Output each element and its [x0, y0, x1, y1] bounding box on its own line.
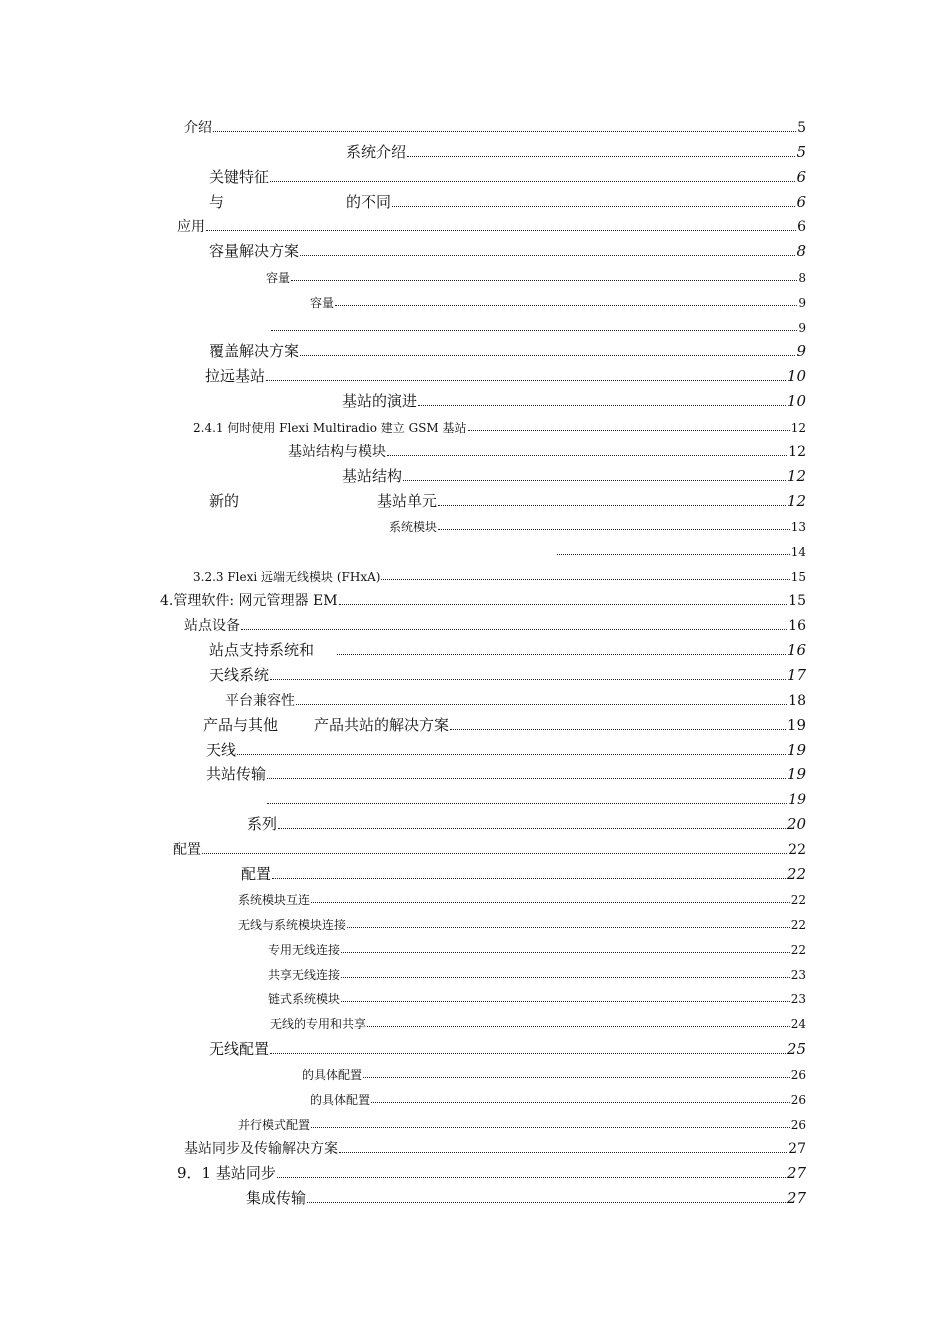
- toc-entry-page: 13: [790, 520, 806, 534]
- toc-entry[interactable]: [184, 1142, 806, 1156]
- toc-entry-title: 基站的演进: [342, 392, 418, 410]
- toc-entry-title: 3.2.3 Flexi 远端无线模块 (FHxA): [193, 570, 381, 584]
- toc-entry[interactable]: [209, 195, 806, 210]
- toc-entry-page: 8: [798, 271, 806, 285]
- toc-entry[interactable]: [193, 422, 806, 434]
- toc-entry[interactable]: [209, 344, 806, 359]
- dot-leader: [438, 528, 790, 530]
- toc-entry-page: 24: [790, 1017, 806, 1031]
- toc-entry-title-part: 新的: [209, 492, 240, 510]
- toc-entry-title: 无线与系统模块连接: [238, 918, 347, 932]
- toc-entry-title: 基站结构与模块: [288, 444, 386, 460]
- toc-entry-page: 19: [786, 741, 806, 759]
- toc-entry-title: 链式系统模块: [268, 992, 341, 1006]
- toc-entry[interactable]: [209, 244, 806, 259]
- toc-entry[interactable]: [268, 993, 806, 1005]
- toc-entry[interactable]: [302, 1069, 806, 1081]
- toc-entry-title: 的具体配置: [302, 1068, 363, 1082]
- toc-entry[interactable]: [193, 571, 806, 583]
- toc-entry[interactable]: [184, 619, 806, 633]
- toc-entry-page: 9: [796, 342, 806, 360]
- toc-entry-title: 4.管理软件: 网元管理器 EM: [160, 593, 338, 609]
- toc-entry-title: 9．1 基站同步: [177, 1164, 276, 1182]
- toc-entry[interactable]: [206, 743, 806, 758]
- dot-leader: [237, 753, 786, 755]
- toc-entry[interactable]: [205, 369, 806, 384]
- toc-entry-title: 2.4.1 何时使用 Flexi Multiradio 建立 GSM 基站: [193, 421, 467, 435]
- toc-entry-title: 容量解决方案: [209, 242, 300, 260]
- toc-entry-title-part: 基站单元: [377, 492, 438, 510]
- toc-entry-title: 站点支持系统和: [209, 641, 315, 659]
- toc-entry-page: 12: [786, 492, 806, 510]
- toc-entry-page: 20: [786, 815, 806, 833]
- dot-leader: [272, 877, 786, 879]
- toc-entry[interactable]: [209, 643, 806, 658]
- toc-entry-title: 天线: [206, 741, 237, 759]
- toc-entry-title: 基站同步及传输解决方案: [184, 1141, 338, 1157]
- toc-entry-title: 系统介绍: [346, 143, 407, 161]
- toc-entry-title: 配置: [173, 842, 201, 858]
- toc-entry-title: 系列: [247, 815, 278, 833]
- toc-entry-title: 应用: [177, 219, 205, 235]
- toc-entry-page: 16: [786, 641, 806, 659]
- toc-entry[interactable]: [270, 1018, 806, 1030]
- toc-entry-page: 10: [786, 367, 806, 385]
- toc-entry-page: 9: [798, 296, 806, 310]
- toc-entry[interactable]: [238, 919, 806, 931]
- dot-leader: [450, 728, 786, 730]
- dot-leader: [291, 279, 797, 281]
- toc-entry-page: 12: [790, 421, 806, 435]
- toc-entry[interactable]: [177, 1166, 806, 1181]
- dot-leader: [468, 429, 790, 431]
- toc-entry-title: 站点设备: [184, 618, 240, 634]
- dot-leader: [337, 653, 786, 655]
- toc-entry-page: 27: [788, 1141, 806, 1157]
- dot-leader: [307, 1201, 786, 1203]
- toc-entry-page: 12: [786, 467, 806, 485]
- toc-entry-page: 12: [788, 444, 806, 460]
- toc-entry[interactable]: [184, 121, 806, 135]
- toc-entry-page: 5: [797, 120, 806, 136]
- dot-leader: [241, 628, 787, 630]
- toc-entry[interactable]: [203, 718, 806, 733]
- toc-entry[interactable]: [310, 297, 806, 309]
- dot-leader: [267, 802, 787, 804]
- dot-leader: [335, 304, 797, 306]
- toc-entry-page: 8: [796, 242, 806, 260]
- toc-entry[interactable]: [238, 894, 806, 906]
- toc-entry[interactable]: [209, 494, 806, 509]
- toc-entry-page: 19: [786, 765, 806, 783]
- toc-entry[interactable]: [177, 220, 806, 234]
- toc-entry-title: 容量: [266, 271, 291, 285]
- toc-entry-title: 平台兼容性: [225, 693, 295, 709]
- toc-entry[interactable]: [241, 867, 806, 882]
- toc-entry-page: 6: [796, 168, 806, 186]
- dot-leader: [267, 777, 786, 779]
- toc-entry-title: 容量: [310, 296, 335, 310]
- toc-entry-page: 16: [788, 618, 806, 634]
- toc-entry-title: 的具体配置: [310, 1093, 371, 1107]
- toc-entry[interactable]: [342, 469, 806, 484]
- toc-entry[interactable]: [389, 521, 806, 533]
- toc-entry-title: 覆盖解决方案: [209, 342, 300, 360]
- toc-entry-title: 配置: [241, 865, 272, 883]
- toc-entry[interactable]: [266, 793, 806, 807]
- toc-entry-page: 26: [790, 1093, 806, 1107]
- toc-entry-page: 26: [790, 1118, 806, 1132]
- toc-entry-title: 共站传输: [206, 765, 267, 783]
- toc-entry-page: 10: [786, 392, 806, 410]
- toc-entry-page: 15: [788, 593, 806, 609]
- toc-entry-page: 26: [790, 1068, 806, 1082]
- toc-entry-page: 17: [786, 666, 806, 684]
- dot-leader: [296, 703, 787, 705]
- dot-leader: [418, 404, 786, 406]
- dot-leader: [270, 678, 786, 680]
- toc-entry-page: 23: [790, 992, 806, 1006]
- dot-leader: [202, 852, 787, 854]
- toc-entry-page: 22: [788, 842, 806, 858]
- toc-entry-page: 14: [790, 545, 806, 559]
- toc-entry-title: 介绍: [184, 120, 212, 136]
- dot-leader: [300, 254, 795, 256]
- dot-leader: [270, 180, 795, 182]
- toc-entry-title: [209, 494, 437, 509]
- toc-entry-title: 无线的专用和共享: [270, 1017, 367, 1031]
- toc-entry[interactable]: [246, 1191, 806, 1206]
- toc-entry-page: 22: [790, 893, 806, 907]
- toc-entry[interactable]: [268, 969, 806, 981]
- dot-leader: [213, 130, 796, 132]
- toc-entry[interactable]: [288, 445, 806, 459]
- toc-entry[interactable]: [556, 546, 806, 558]
- toc-entry-title: 天线系统: [209, 666, 270, 684]
- dot-leader: [392, 205, 795, 207]
- dot-leader: [438, 504, 786, 506]
- toc-entry-page: 6: [797, 219, 806, 235]
- toc-entry[interactable]: [225, 694, 806, 708]
- dot-leader: [339, 603, 788, 605]
- toc-entry[interactable]: [209, 170, 806, 185]
- toc-entry-title: 集成传输: [246, 1189, 307, 1207]
- toc-entry-title: 系统模块互连: [238, 893, 311, 907]
- toc-entry[interactable]: [206, 767, 806, 782]
- toc-entry-title: 无线配置: [209, 1040, 270, 1058]
- toc-entry-title: 拉远基站: [205, 367, 266, 385]
- dot-leader: [387, 454, 787, 456]
- toc-entry[interactable]: [173, 843, 806, 857]
- toc-entry[interactable]: [310, 1094, 806, 1106]
- dot-leader: [367, 1025, 790, 1027]
- dot-leader: [371, 1101, 790, 1103]
- toc-entry[interactable]: [270, 322, 806, 334]
- toc-entry-title: 系统模块: [389, 520, 438, 534]
- dot-leader: [557, 553, 790, 555]
- dot-leader: [403, 479, 786, 481]
- toc-entry-title-part: 与: [209, 193, 225, 211]
- toc-entry-page: 18: [788, 693, 806, 709]
- toc-entry-title-part: 的不同: [346, 193, 392, 211]
- toc-entry-page: 15: [790, 570, 806, 584]
- dot-leader: [347, 926, 790, 928]
- toc-entry-page: 5: [796, 143, 806, 161]
- toc-entry-page: 27: [786, 1164, 806, 1182]
- dot-leader: [341, 1000, 790, 1002]
- toc-entry-title: 关键特征: [209, 168, 270, 186]
- toc-entry-page: 22: [790, 943, 806, 957]
- toc-entry-title-part: 产品共站的解决方案: [314, 716, 450, 734]
- toc-entry[interactable]: [346, 145, 806, 160]
- dot-leader: [300, 354, 795, 356]
- toc-entry[interactable]: [209, 668, 806, 683]
- dot-leader: [277, 1176, 786, 1178]
- dot-leader: [311, 901, 790, 903]
- toc-entry-title: 并行模式配置: [238, 1118, 311, 1132]
- toc-entry-page: 6: [796, 193, 806, 211]
- toc-entry[interactable]: [238, 1119, 806, 1131]
- toc-entry-page: 27: [786, 1189, 806, 1207]
- toc-entry[interactable]: [247, 817, 806, 832]
- dot-leader: [271, 329, 797, 331]
- dot-leader: [206, 229, 796, 231]
- dot-leader: [311, 1126, 790, 1128]
- toc-entry[interactable]: [266, 272, 806, 284]
- toc-entry-title-part: 产品与其他: [203, 716, 279, 734]
- toc-entry-title: [209, 195, 391, 210]
- dot-leader: [363, 1076, 790, 1078]
- toc-entry-page: 9: [798, 321, 806, 335]
- toc-entry-title: 专用无线连接: [268, 943, 341, 957]
- dot-leader: [270, 1052, 786, 1054]
- toc-entry-page: 25: [786, 1040, 806, 1058]
- dot-leader: [407, 155, 795, 157]
- toc-entry[interactable]: [342, 394, 806, 409]
- toc-entry-title: 共享无线连接: [268, 968, 341, 982]
- toc-entry-page: 23: [790, 968, 806, 982]
- dot-leader: [278, 827, 786, 829]
- dot-leader: [266, 379, 786, 381]
- toc-entry-page: 19: [786, 716, 806, 734]
- dot-leader: [341, 976, 790, 978]
- dot-leader: [381, 578, 789, 580]
- toc-entry-page: 19: [788, 792, 806, 808]
- toc-entry-title: 基站结构: [342, 467, 403, 485]
- toc-entry[interactable]: [160, 594, 806, 608]
- toc-entry-page: 22: [790, 918, 806, 932]
- dot-leader: [339, 1151, 787, 1153]
- dot-leader: [341, 951, 790, 953]
- toc-entry[interactable]: [209, 1042, 806, 1057]
- toc-entry[interactable]: [268, 944, 806, 956]
- toc-entry-title: [203, 718, 449, 733]
- toc-entry-page: 22: [786, 865, 806, 883]
